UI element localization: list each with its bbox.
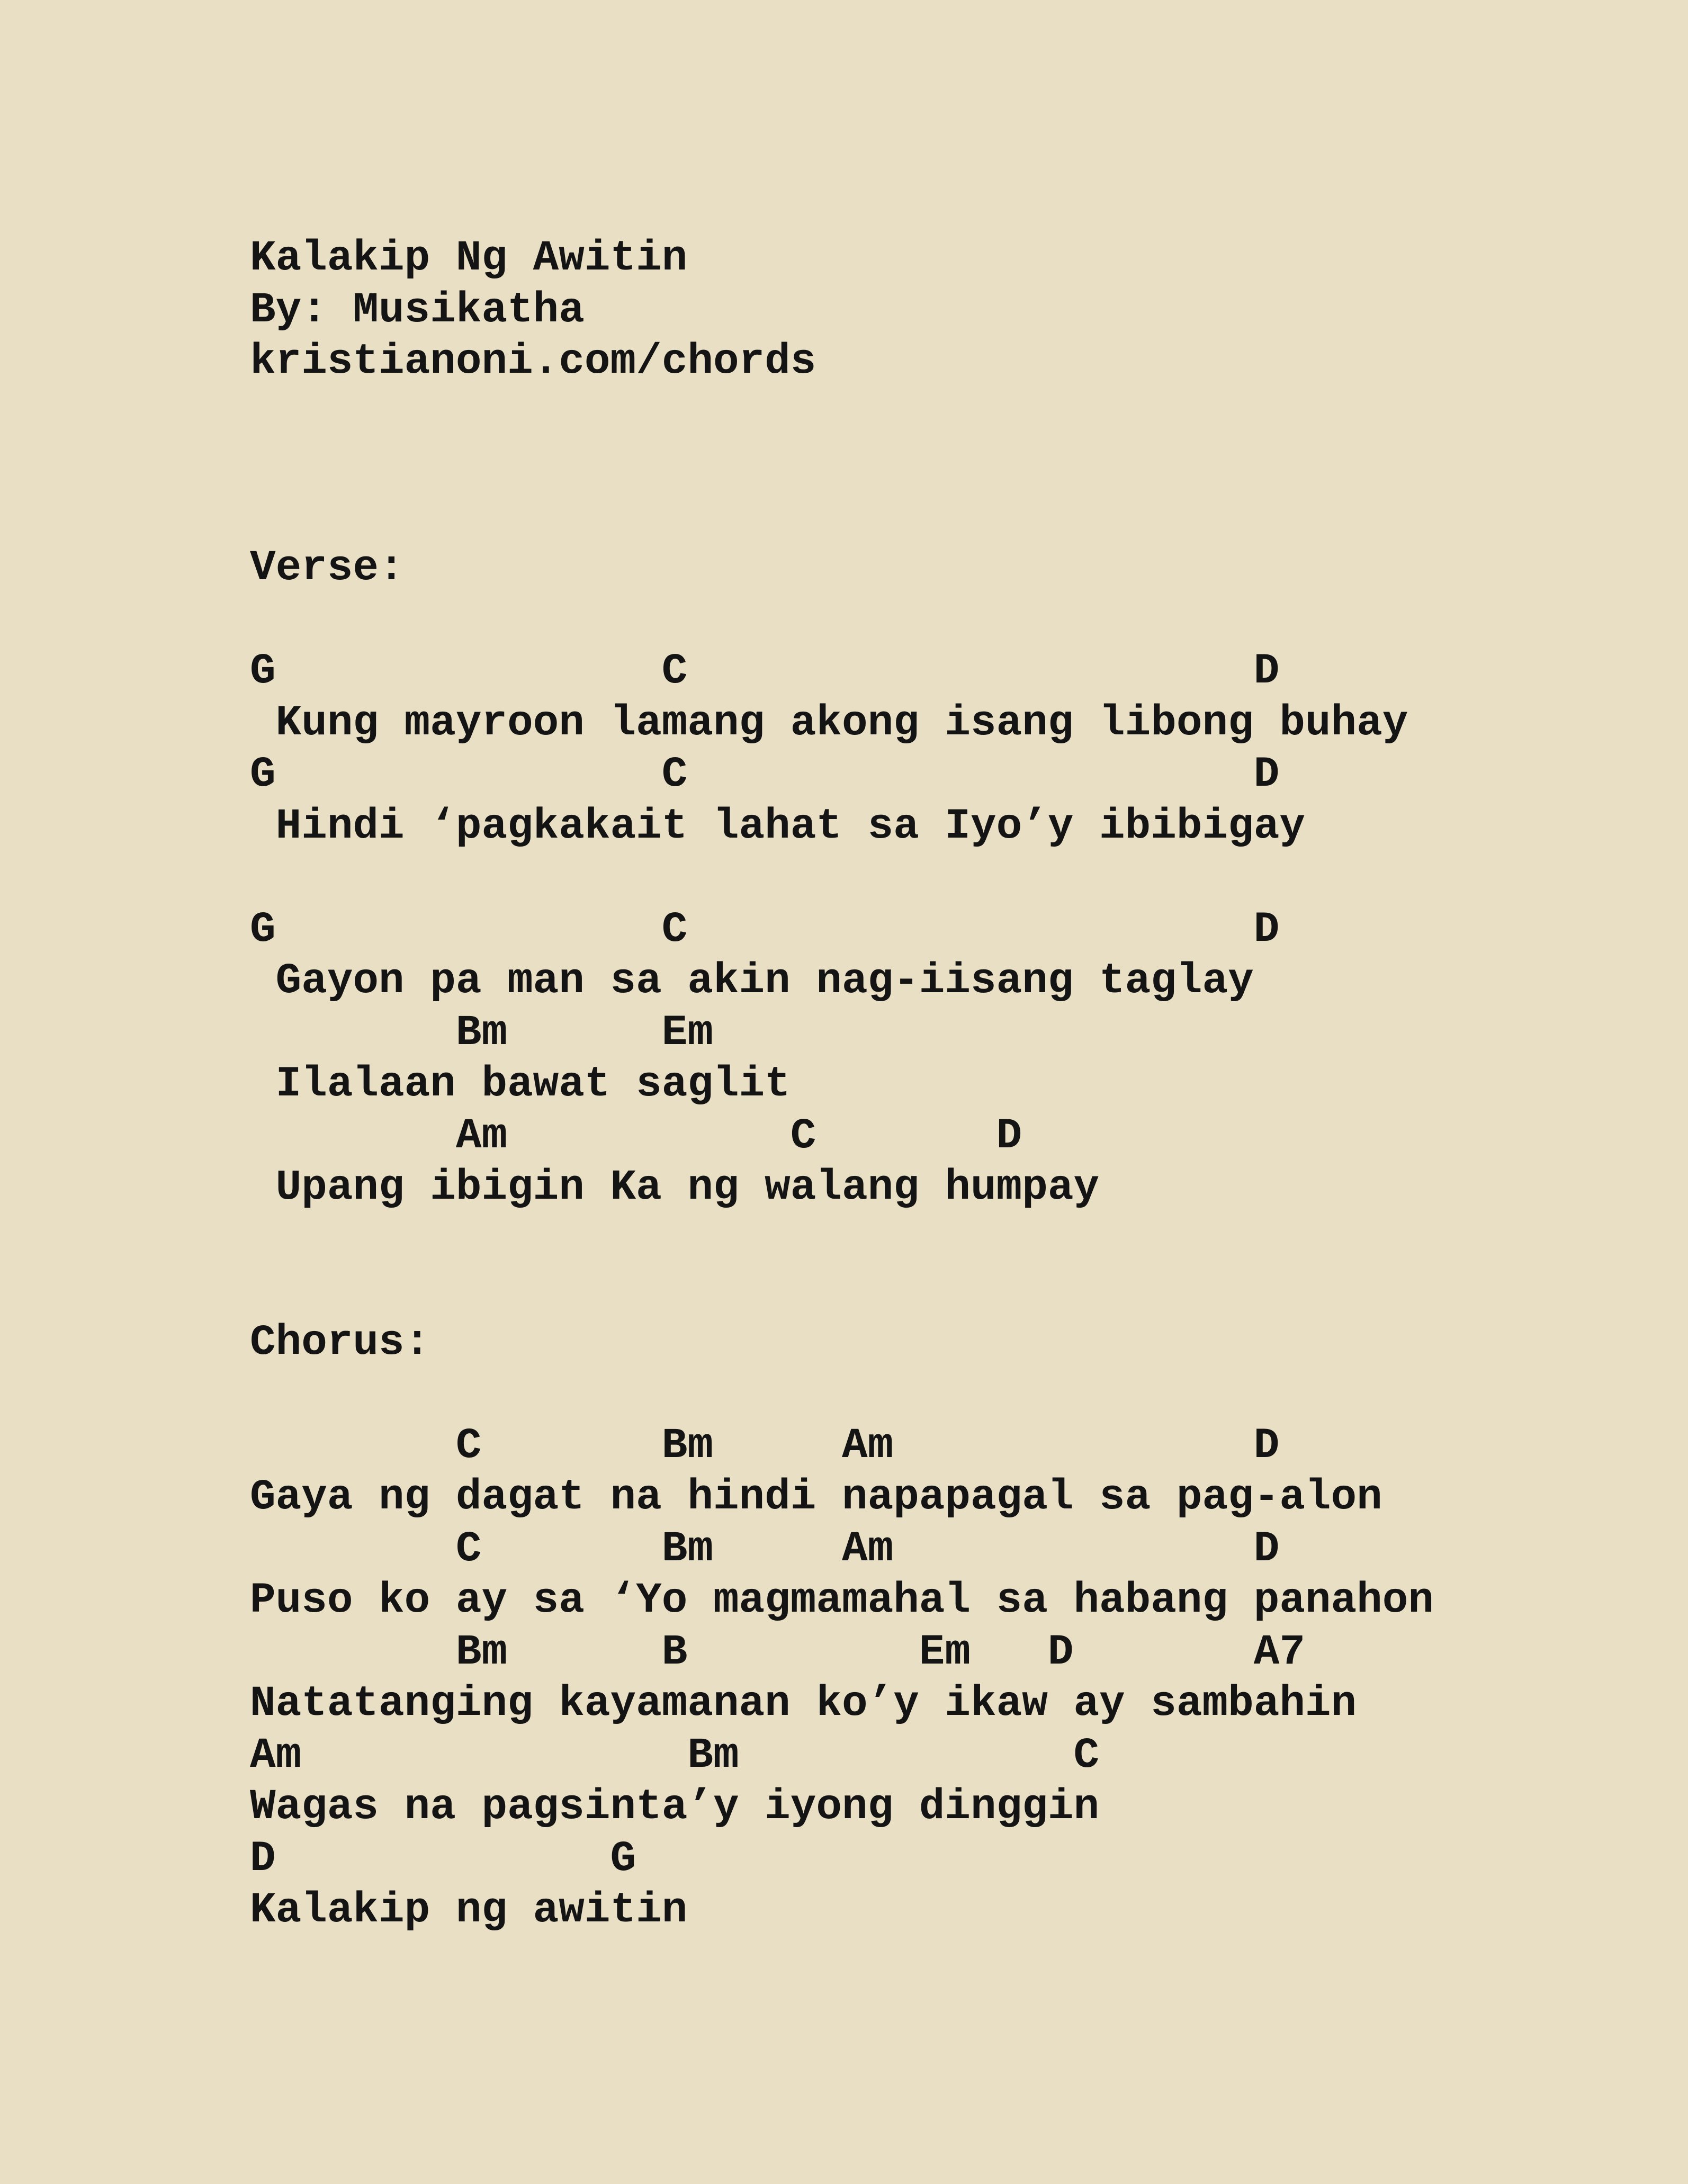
- song-title: Kalakip Ng Awitin: [250, 235, 688, 283]
- lyric-line: Gayon pa man sa akin nag-iisang taglay: [250, 957, 1254, 1005]
- chord-line: Bm Em: [250, 1009, 713, 1057]
- chord-line: G C D: [250, 905, 1280, 954]
- blank-line: [250, 852, 1627, 904]
- song-author: By: Musikatha: [250, 286, 585, 335]
- spacer: [250, 491, 1627, 543]
- spacer: [250, 388, 1627, 440]
- chord-line: Am C D: [250, 1112, 1022, 1161]
- spacer: [250, 595, 1627, 646]
- lyric-line: Upang ibigin Ka ng walang humpay: [250, 1164, 1100, 1212]
- lyric-line: Kung mayroon lamang akong isang libong buhay: [250, 699, 1408, 748]
- chord-line: Am Bm C: [250, 1731, 1100, 1780]
- spacer: [250, 1265, 1627, 1317]
- chorus-block: [250, 1421, 1627, 1937]
- spacer: [250, 439, 1627, 491]
- lyric-line: Wagas na pagsinta’y iyong dinggin: [250, 1783, 1100, 1831]
- lyric-line: Natatanging kayamanan ko’y ikaw ay sambahin: [250, 1680, 1357, 1728]
- source-url: kristianoni.com/chords: [250, 338, 816, 386]
- spacer: [250, 1369, 1627, 1421]
- lyric-line: Hindi ‘pagkakait lahat sa Iyo’y ibibigay: [250, 802, 1305, 851]
- lyric-line: Ilalaan bawat saglit: [250, 1060, 791, 1109]
- lyric-line: Kalakip ng awitin: [250, 1886, 688, 1935]
- chord-line: C Bm Am D: [250, 1525, 1280, 1574]
- lyric-line: Puso ko ay sa ‘Yo magmamahal sa habang panahon: [250, 1577, 1434, 1625]
- chorus-heading: Chorus:: [250, 1318, 430, 1367]
- chord-line: G C D: [250, 751, 1280, 799]
- verse-block: [250, 646, 1627, 1214]
- chord-line: D G: [250, 1835, 636, 1883]
- chord-line: Bm B Em D A7: [250, 1628, 1305, 1677]
- verse-heading: Verse:: [250, 544, 405, 592]
- lyric-line: Gaya ng dagat na hindi napapagal sa pag-alon: [250, 1473, 1382, 1522]
- chord-sheet: [250, 233, 1627, 1937]
- chord-line: C Bm Am D: [250, 1422, 1280, 1470]
- spacer: [250, 1214, 1627, 1266]
- chord-line: G C D: [250, 648, 1280, 696]
